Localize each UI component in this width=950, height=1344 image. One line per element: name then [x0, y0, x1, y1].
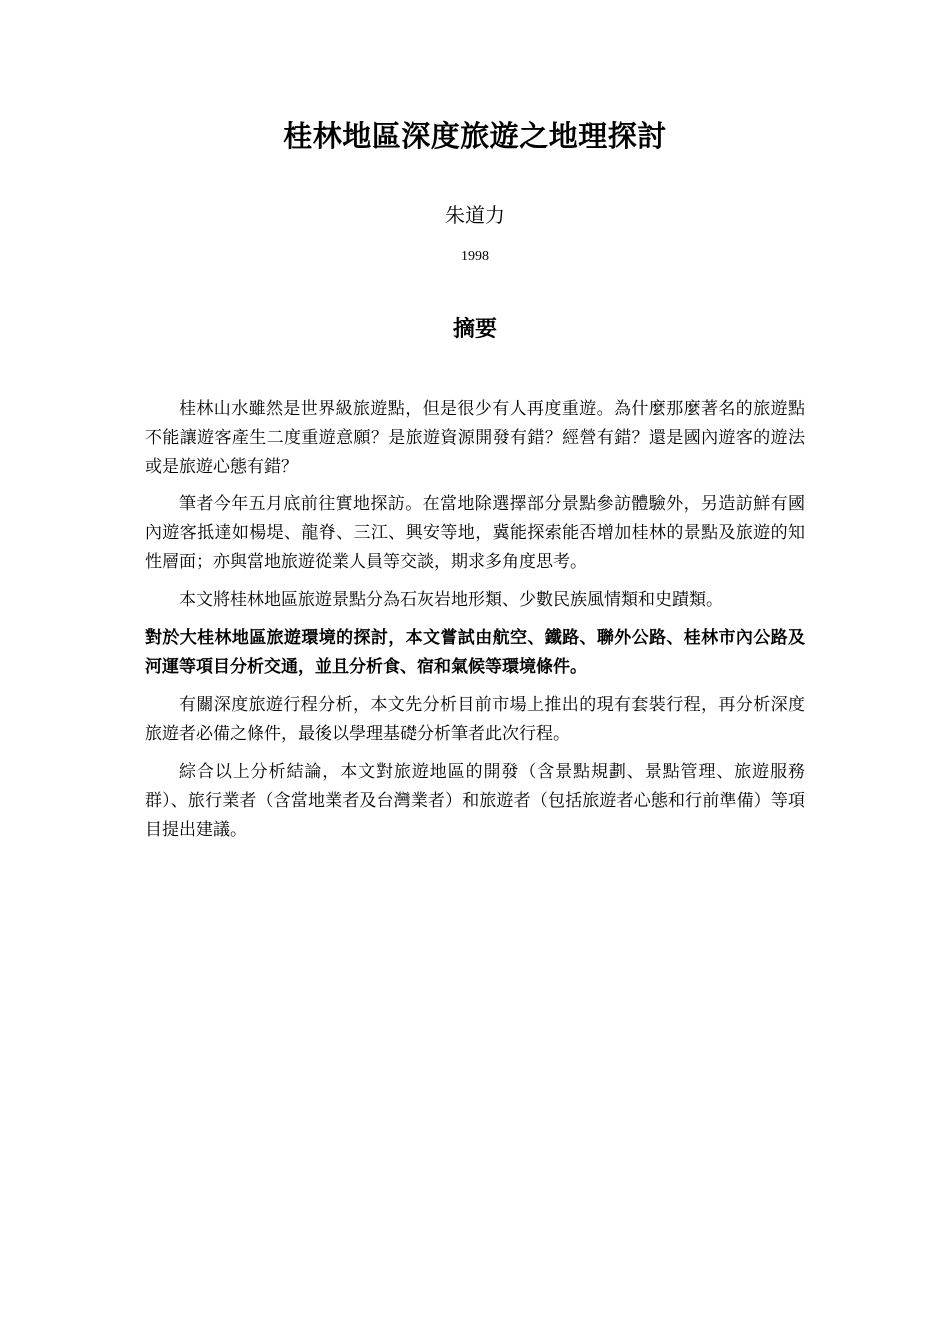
abstract-paragraph: 桂林山水雖然是世界級旅遊點，但是很少有人再度重遊。為什麼那麼著名的旅遊點不能讓遊客產生二度重遊意願？是旅遊資源開發有錯？經營有錯？還是國內遊客的遊法或是旅遊心態有錯？: [145, 399, 805, 477]
abstract-heading: 摘要: [452, 317, 497, 342]
abstract-paragraph: 本文將桂林地區旅遊景點分為石灰岩地形類、少數民族風情類和史蹟類。: [179, 590, 723, 610]
publication-year: 1998: [461, 249, 489, 264]
abstract-paragraph: 有關深度旅遊行程分析，本文先分析目前市場上推出的現有套裝行程，再分析深度旅遊者必備之條件，最後以學理基礎分析筆者此次行程。: [145, 695, 805, 744]
author-name: 朱道力: [445, 203, 505, 227]
abstract-paragraph-bold: 對於大桂林地區旅遊環境的探討，本文嘗試由航空、鐵路、聯外公路、桂林市內公路及河運等項目分析交通，並且分析食、宿和氣候等環境條件。: [145, 628, 805, 677]
abstract-paragraph: 綜合以上分析結論，本文對旅遊地區的開發（含景點規劃、景點管理、旅遊服務群）、旅行業者（含當地業者及台灣業者）和旅遊者（包括旅遊者心態和行前準備）等項目提出建議。: [145, 762, 805, 840]
document-title: 桂林地區深度旅遊之地理探討: [283, 119, 667, 153]
abstract-paragraph: 筆者今年五月底前往實地探訪。在當地除選擇部分景點參訪體驗外，另造訪鮮有國內遊客抵達如楊堤、龍脊、三江、興安等地，冀能探索能否增加桂林的景點及旅遊的知性層面；亦與當地旅遊從業人員等交談，期求多角度思考。: [145, 494, 805, 572]
